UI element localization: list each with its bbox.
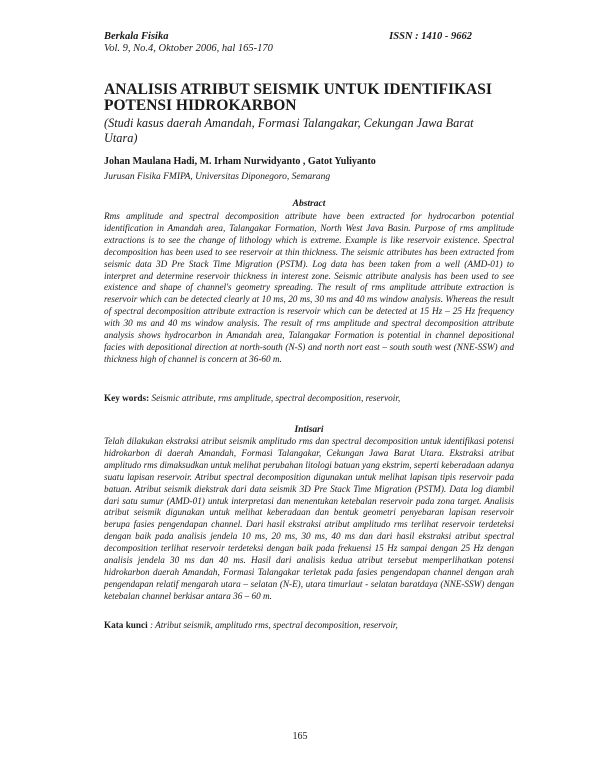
paper-title: ANALISIS ATRIBUT SEISMIK UNTUK IDENTIFIKASI POTENSI HIDROKARBON bbox=[104, 81, 492, 114]
running-header bbox=[104, 31, 472, 55]
volume-info: Vol. 9, No.4, Oktober 2006, hal 165-170 bbox=[104, 43, 273, 54]
kata-kunci-label: Kata kunci bbox=[104, 620, 148, 630]
page-number: 165 bbox=[292, 731, 308, 742]
kata-kunci-text: : Atribut seismik, amplitudo rms, spectral decomposition, reservoir, bbox=[149, 620, 398, 630]
keywords-text: Seismic attribute, rms amplitude, spectral decomposition, reservoir, bbox=[151, 393, 401, 403]
intisari-keywords bbox=[104, 619, 514, 631]
issn: ISSN : 1410 - 9662 bbox=[389, 31, 472, 42]
abstract-text: Rms amplitude and spectral decomposition attribute have been extracted for hydrocarbon potential identification in Amandah area, Talangakar Formation, North West Java Basin. Purpose of rms amplitude extractions is to see the change of lithology which is extreme. Example is like reservoir existence. Spectral decomposition has been used to see reservoir at thin thickness. The seismic attributes has been extracted from seismic data 3D Pre Stack Time Migration (PSTM). Log data has been taken from a well (AMD-01) to interpret and determine reservoir thickness in interest zone. Seismic attribute analysis has been used to see existence and shape of channel's geometry spreading. The result of rms amplitude attribute extraction is reservoir which can be detected clearly at 10 ms, 20 ms, 30 ms and 40 ms window analysis. Whereas the result of spectral decomposition attribute extraction is reservoir which can be detected at 15 Hz – 25 Hz frequency with 30 ms and 40 ms window analysis. The result of rms amplitude and spectral decomposition attribute analysis shows hydrocarbon in Amandah area, Talangakar Formation is potential in channel depositional facies with depositional direction at north-south (N-S) and north nort east – south south west (NNE-SSW) and thickness high of channel is concern at 36-60 m. bbox=[104, 211, 514, 364]
intisari-text: Telah dilakukan ekstraksi atribut seismik amplitudo rms dan spectral decomposition untuk identifikasi potensi hidrokarbon di daerah Amandah, Formasi Talangakar, Cekungan Jawa Barat Utara. Ekstraksi atribut amplitudo rms dimaksudkan untuk melihat perubahan litologi batuan yang ekstrim, seperti keberadaan adanya suatu lapisan reservoir. Atribut spectral decomposition digunakan untuk melihat lapisan tipis reservoir pada batuan. Atribut seismik diekstrak dari data seismik 3D Pre Stack Time Migration (PSTM). Data log diambil dari satu sumur (AMD-01) untuk interpretasi dan menentukan ketebalan reservoir pada zona target. Analisis atribut seismik digunakan untuk melihat keberadaan dan bentuk geometri penyebaran lapisan reservoir berupa fasies pengendapan channel. Dari hasil ekstraksi atribut amplitudo rms terlihat reservoir terdeteksi dengan baik pada analisis jendela 10 ms, 20 ms, 30 ms, 40 ms dan dari hasil ekstraksi atribut spectral decomposition terlihat reservoir terdeteksi dengan baik pada frekuensi 15 Hz sampai dengan 25 Hz dengan analisis jendela 30 ms dan 40 ms. Hasil dari analisis kedua atribut tersebut memperlihatkan potensi hidrokarbon daerah Amandah, Formasi Talangakar terletak pada fasies pengendapan channel dengan arah pengendapan relatif mengarah utara – selatan (N-E), utara timurlaut - selatan baratdaya (NNE-SSW) dengan ketebalan channel berkisar antara 36 – 60 m. bbox=[104, 436, 514, 601]
paper-subtitle: (Studi kasus daerah Amandah, Formasi Talangakar, Cekungan Jawa Barat Utara) bbox=[104, 116, 474, 145]
journal-name: Berkala Fisika bbox=[104, 31, 169, 42]
abstract-keywords bbox=[104, 392, 514, 404]
authors: Johan Maulana Hadi, M. Irham Nurwidyanto , Gatot Yuliyanto bbox=[104, 156, 376, 167]
keywords-label: Key words: bbox=[104, 393, 150, 403]
abstract-heading: Abstract bbox=[292, 199, 326, 209]
affiliation: Jurusan Fisika FMIPA, Universitas Diponegoro, Semarang bbox=[104, 172, 331, 182]
intisari-heading: Intisari bbox=[294, 425, 324, 435]
